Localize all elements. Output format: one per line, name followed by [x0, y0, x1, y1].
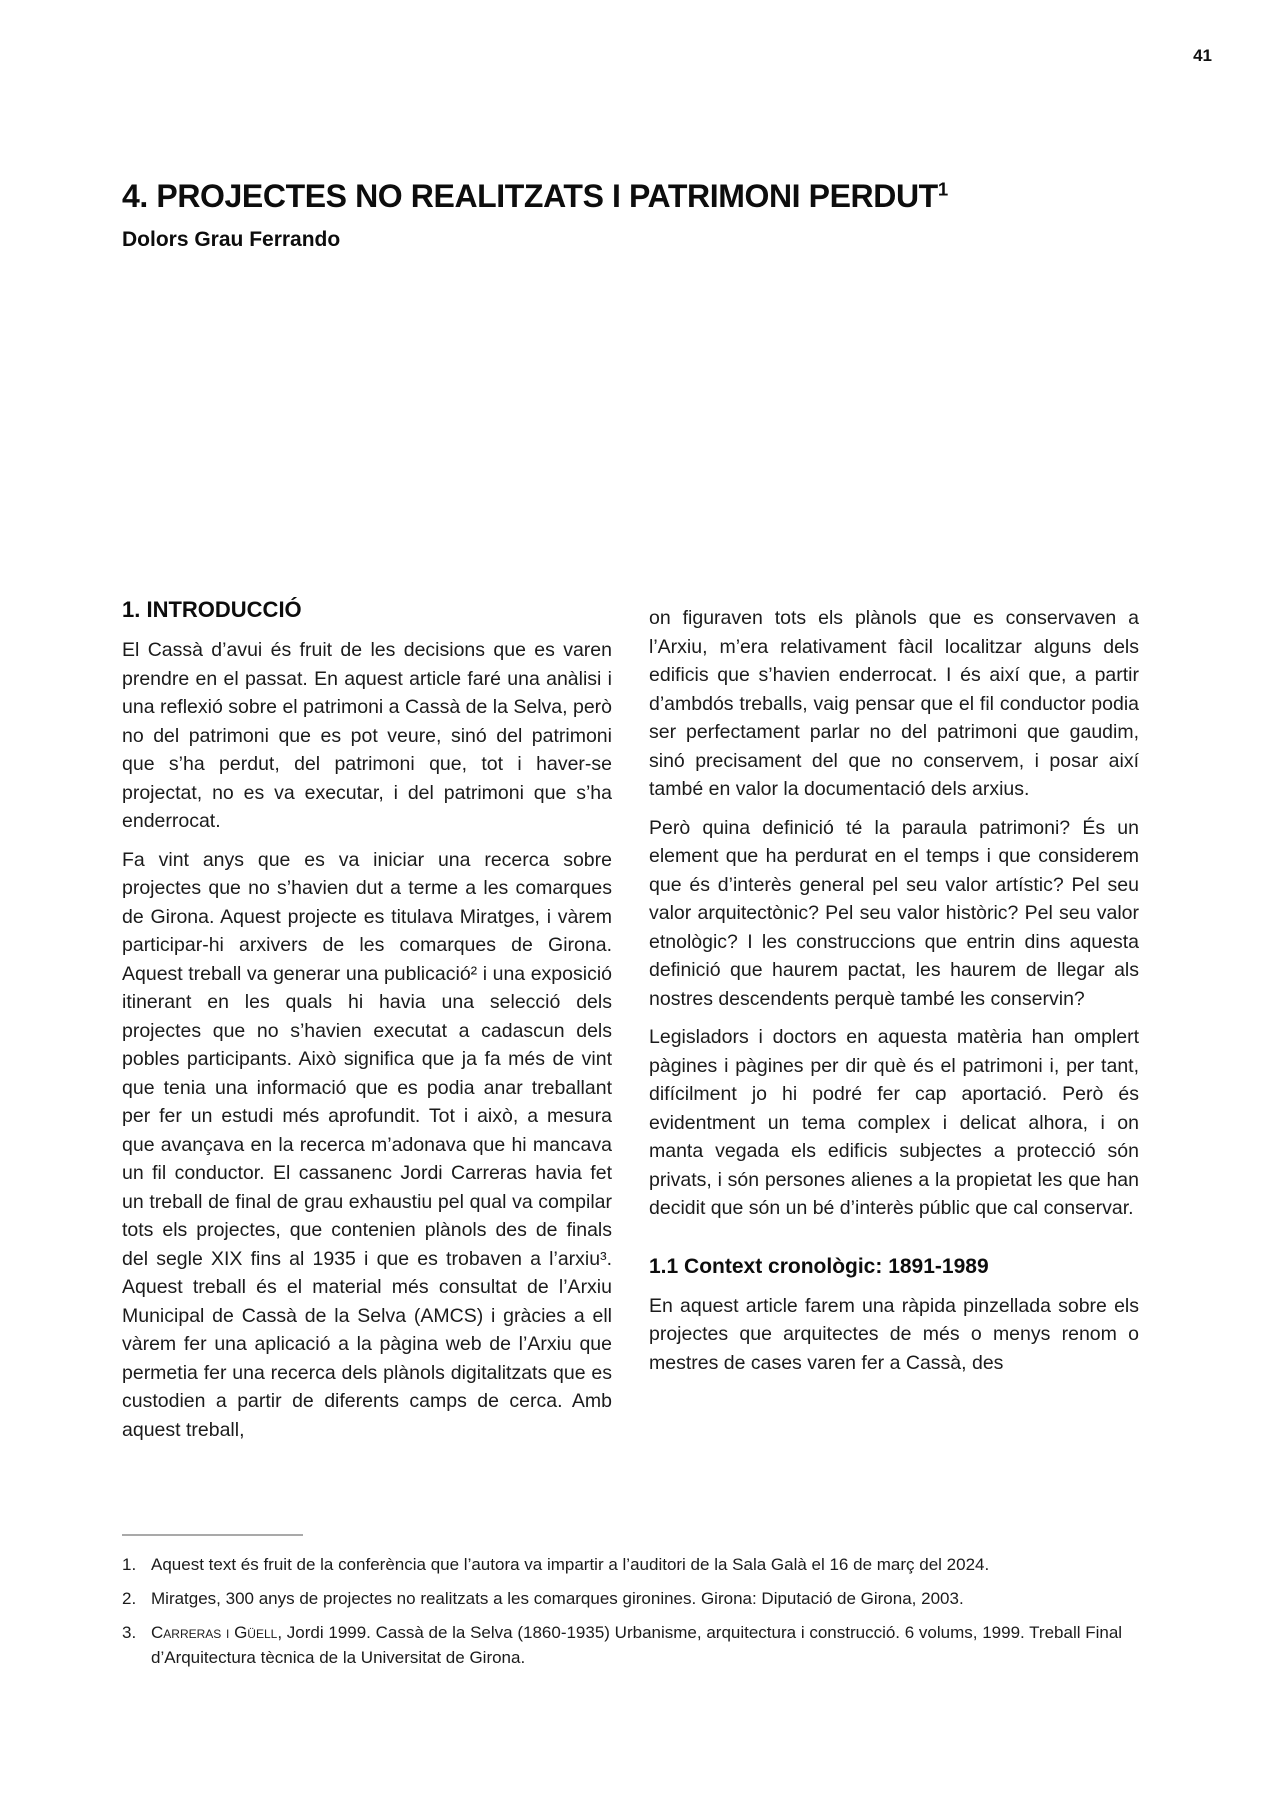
- right-column: [649, 598, 1139, 1454]
- author-name: Dolors Grau Ferrando: [122, 228, 341, 251]
- footnote-number: 1.: [122, 1555, 137, 1574]
- paragraph: Fa vint anys que es va iniciar una recerca sobre projectes que no s’havien dut a terme a les comarques de Girona. Aquest projecte es titulava Miratges, i vàrem participar-hi arxivers de les comarques de Girona. Aquest treball va generar una publicació² i una exposició itinerant en les quals hi havia una selecció dels projectes que no s’havien executat a cadascun dels pobles participants. Això significa que ja fa més de vint que tenia una informació que es podia anar treballant per fer un estudi més aprofundit. Tot i això, a mesura que avançava en la recerca m’adonava que hi mancava un fil conductor. El cassanenc Jordi Carreras havia fet un treball de final de grau exhaustiu pel qual va compilar tots els projectes, que contenien plànols des de finals del segle XIX fins al 1935 i que es trobaven a l’arxiu³. Aquest treball és el material més consultat de l’Arxiu Municipal de Cassà de la Selva (AMCS) i gràcies a ell vàrem fer una aplicació a la pàgina web de l’Arxiu que permetia fer una recerca dels plànols digitalitzats que es custodien a partir de diferents camps de cerca. Amb aquest treball,: [122, 848, 612, 1441]
- footnotes: [122, 1534, 1138, 1679]
- footnote: [122, 1586, 1138, 1611]
- left-column: [122, 598, 612, 1454]
- footnote-text: [151, 1620, 1138, 1670]
- footnote-number: 3.: [122, 1623, 137, 1642]
- footnote: [122, 1620, 1138, 1670]
- paragraph: Legisladors i doctors en aquesta matèria han omplert pàgines i pàgines per dir què és el patrimoni i, per tant, difícilment jo hi podré fer cap aportació. Però és evidentment un tema complex i delicat alhora, i on manta vegada els edificis subjectes a protecció són privats, i són persones alienes a la propietat les que han decidit que són un bé d’interès públic que cal conservar.: [649, 1026, 1139, 1219]
- footnote-divider: [122, 1534, 303, 1536]
- footnote: [122, 1552, 1138, 1577]
- page-number: 41: [1193, 46, 1212, 65]
- footnote-text: Aquest text és fruit de la conferència que l’autora va impartir a l’auditori de la Sala Galà el 16 de març del 2024.: [151, 1555, 990, 1574]
- article-title: [122, 178, 1152, 214]
- footnote-number: 2.: [122, 1589, 137, 1608]
- article-title-text: 4. PROJECTES NO REALITZATS I PATRIMONI PERDUT: [122, 178, 938, 214]
- subsection-heading-context-cronologic: 1.1 Context cronològic: 1891-1989: [649, 1254, 989, 1278]
- footnote-text: Miratges, 300 anys de projectes no realitzats a les comarques gironines. Girona: Diputació de Girona, 2003.: [151, 1589, 964, 1608]
- paragraph: on figuraven tots els plànols que es conservaven a l’Arxiu, m’era relativament fàcil localitzar alguns dels edificis que s’havien enderrocat. I és així que, a partir d’ambdós treballs, vaig pensar que el fil conductor podia ser perfectament parlar no del patrimoni que gaudim, sinó precisament del que no conservem, i posar així també en valor la documentació dels arxius.: [649, 607, 1139, 800]
- footnote-author-smallcaps: Carreras i Güell: [151, 1623, 278, 1642]
- paragraph: Però quina definició té la paraula patrimoni? És un element que ha perdurat en el temps i que considerem que és d’interès general pel seu valor artístic? Pel seu valor arquitectònic? Pel seu valor històric? Pel seu valor etnològic? I les construccions que entrin dins aquesta definició que haurem pactat, les haurem de llegar als nostres descendents perquè també les conservin?: [649, 816, 1139, 1010]
- footnote-text-rest: , Jordi 1999. Cassà de la Selva (1860-1935) Urbanisme, arquitectura i construcció. 6 volums, 1999. Treball Final d’Arquitectura tècnica de la Universitat de Girona.: [151, 1623, 1123, 1667]
- section-heading-introduccio: 1. INTRODUCCIÓ: [122, 597, 302, 622]
- paragraph: En aquest article farem una ràpida pinzellada sobre els projectes que arquitectes de més o menys renom o mestres de cases varen fer a Cassà, des: [649, 1294, 1139, 1374]
- title-footnote-ref: 1: [937, 178, 948, 200]
- paragraph: El Cassà d’avui és fruit de les decisions que es varen prendre en el passat. En aquest article faré una anàlisi i una reflexió sobre el patrimoni a Cassà de la Selva, però no del patrimoni que es pot veure, sinó del patrimoni que s’ha perdut, del patrimoni que, tot i haver-se projectat, no es va executar, i del patrimoni que s’ha enderrocat.: [122, 639, 612, 832]
- two-column-layout: [122, 598, 1139, 1454]
